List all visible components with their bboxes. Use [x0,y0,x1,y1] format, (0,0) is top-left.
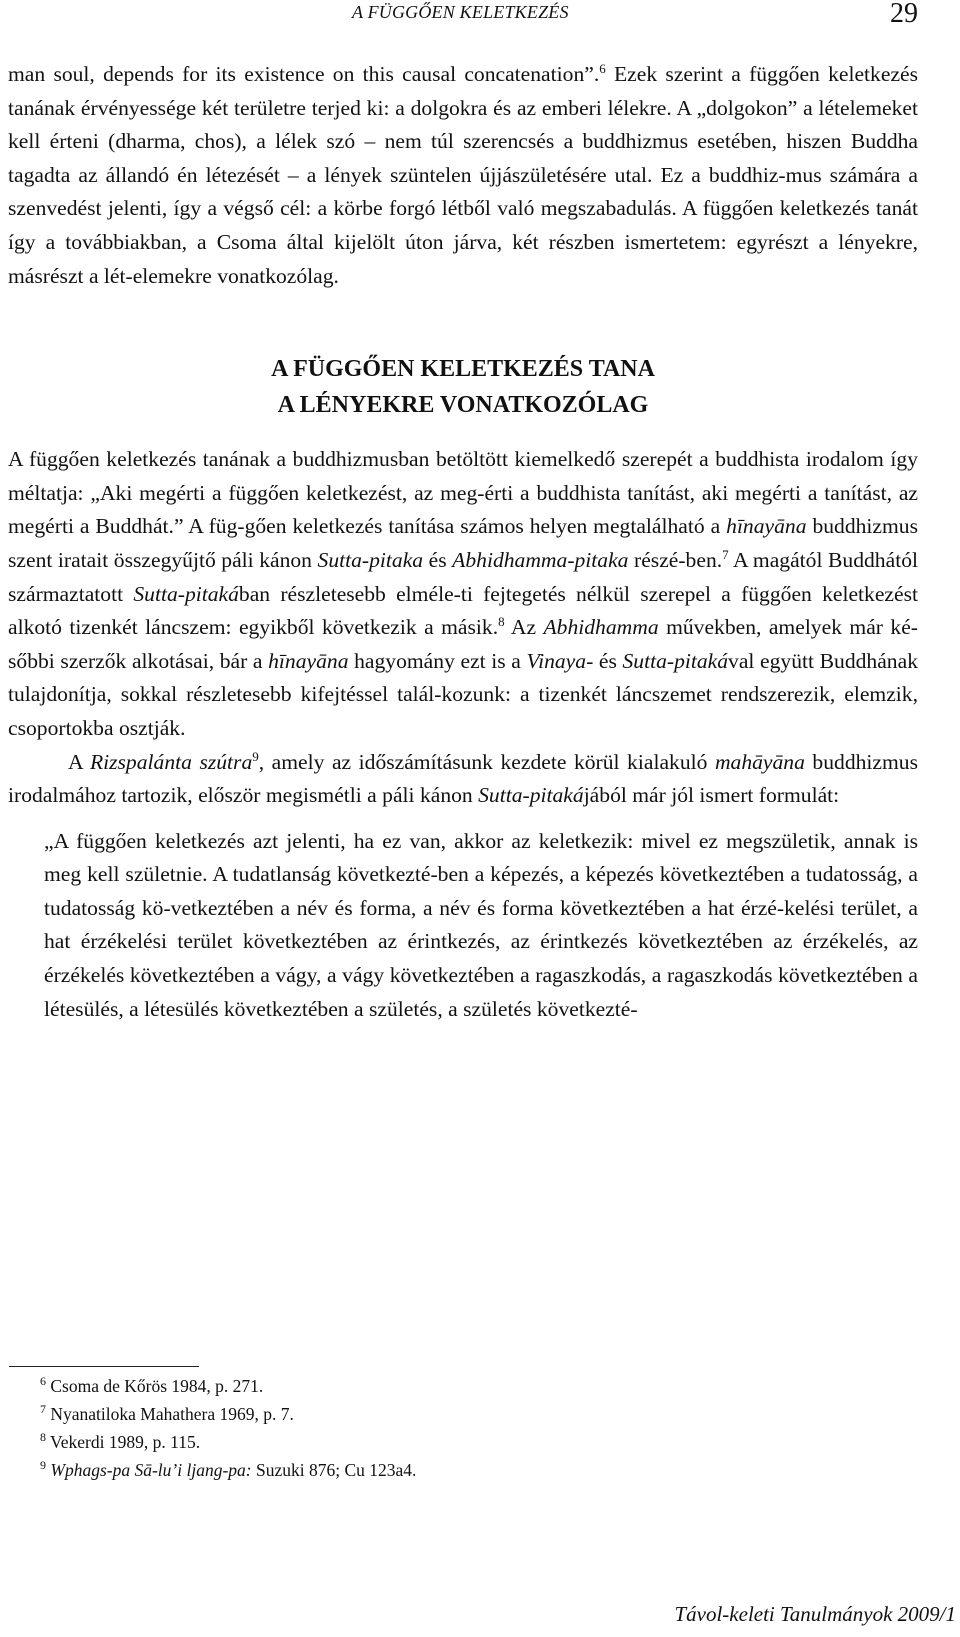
term-sutta-pitakajabol: Sutta-pitaká [478,783,584,808]
p3-text-c: buddhizmus irodalmához tartozik, először megismétli a páli kánon [8,749,918,808]
p2-text-d: részé-ben. [628,547,723,572]
section-heading [8,351,918,423]
term-sutta-pitakaval: Sutta-pitaká [622,648,729,673]
term-hinayana-2: hīnayāna [268,648,349,673]
footnote-8 [40,1428,840,1456]
p2-text-a: A függően keletkezés tanának a buddhizmusban betöltött kiemelkedő szerepét a buddhista irodalom így méltatja: „Aki megérti a függően keletkezést, az meg-érti a buddhista tanítást, aki megérti a tanítást, az megérti a Buddhát.” A füg-gően keletkezés tanítása számos helyen megtalálható a [8,447,918,539]
term-hinayana: hīnayāna [726,514,807,539]
footnote-number: 6 [40,1374,46,1389]
footnote-7 [40,1400,840,1428]
footnote-text: Nyanatiloka Mahathera 1969, p. 7. [46,1404,294,1424]
p2-text-j: - és [586,648,623,673]
footnote-separator [9,1366,199,1367]
footnote-ref-9[interactable]: 9 [252,748,259,764]
p2-text-h: művekben, amelyek már ké-sőbbi szerzők alkotásai, bár a [8,615,918,673]
intro-text-start: man soul, depends for its existence on this causal concatenation”. [8,62,600,86]
p2-text-f: ban részletesebb elméle-ti fejtegetés nélkül szerepel a függően keletkezést alkotó tizenkét láncszem: egyikből következik a másik. [8,581,918,640]
p2-text-k: val együtt Buddhának tulajdonítja, sokkal részletesebb kifejtéssel talál-kozunk: a tizenkét láncszemet rendszerezik, elemzik, csoportokba osztják. [8,648,918,740]
footnote-number: 8 [40,1430,46,1445]
footnote-ref-8[interactable]: 8 [498,613,505,629]
term-vinaya: Vinaya [526,648,587,673]
footnote-text: Suzuki 876; Cu 123a4. [251,1460,417,1480]
p2-text-g: Az [504,615,544,640]
footnotes [40,1372,840,1484]
footnote-text: Csoma de Kőrös 1984, p. 271. [46,1376,264,1396]
footnote-number: 7 [40,1402,46,1417]
footnote-ref-6[interactable]: 6 [599,60,606,76]
p2-text-i: hagyomány ezt is a [348,648,527,673]
footnote-title: Wphags-pa Sā-lu’i ljang-pa: [46,1460,252,1480]
p2-text-b: buddhizmus szent iratait összegyűjtő páli kánon [8,514,919,572]
section-heading-line-1: A FÜGGŐEN KELETKEZÉS TANA [271,356,655,383]
page-number: 29 [890,0,918,29]
term-sutta-pitaka: Sutta-pitaka [317,547,424,572]
footnote-text: Vekerdi 1989, p. 115. [46,1432,201,1452]
body-text [8,58,918,1026]
intro-paragraph [8,58,918,293]
footnote-ref-7[interactable]: 7 [722,546,729,562]
term-abhidhamma-pitaka: Abhidhamma-pitaka [452,547,629,572]
p2-text-c: és [423,547,453,572]
term-rizspalanta-szutra: Rizspalánta szútra [89,749,253,774]
running-title: A FÜGGŐEN KELETKEZÉS [352,2,569,22]
paragraph-2 [8,443,918,745]
term-sutta-pitakaban: Sutta-pitaká [133,581,239,606]
p3-text-a: A [68,749,90,774]
p3-text-b: , amely az időszámításunk kezdete körül kialakuló [258,749,715,774]
journal-footer: Távol-keleti Tanulmányok 2009/1 [674,1602,956,1626]
p3-text-d: jából már jól ismert formulát: [583,783,840,808]
section-heading-line-2: A LÉNYEKRE VONATKOZÓLAG [277,392,649,419]
term-abhidhamma: Abhidhamma [543,615,659,640]
intro-text-rest: Ezek szerint a függően keletkezés tanának érvényessége két területre terjed ki: a dolgokra és az emberi lélekre. A „dolgokon” a lételemeket kell érteni (dharma, chos), a lélek szó – nem túl szerencsés a buddhizmus esetében, hiszen Buddha tagadta az állandó én létezését – a lények szüntelen újjászületésére utal. Ez a buddhiz-mus számára a szenvedést jelenti, így a végső cél: a körbe forgó létből való megszabadulás. A függően keletkezés tanát így a továbbiakban, a Csoma által kijelölt úton járva, két részben ismertetem: egyrészt a lényekre, másrészt a lét-elemekre vonatkozólag. [8,62,919,288]
footnote-number: 9 [40,1458,46,1473]
block-quote: „A függően keletkezés azt jelenti, ha ez van, akkor az keletkezik: mivel ez megszületik, annak is meg kell születnie. A tudatlanság következté-ben a képezés, a képezés következtében a tudatosság, a tudatosság kö-vetkeztében a név és forma, a név és forma következtében a hat érzé-kelési terület, a hat érzékelési terület következtében az érintkezés, az érintkezés következtében az érzékelés, az érzékelés következtében a vágy, a vágy következtében a ragaszkodás, a ragaszkodás következtében a létesülés, a létesülés következtében a születés, a születés következté- [44,828,918,1021]
paragraph-3 [8,746,918,813]
p2-text-e: A magától Buddhától származtatott [8,547,918,606]
footnote-9 [40,1456,840,1484]
term-mahayana: mahāyāna [714,749,805,774]
footnote-6 [40,1372,840,1400]
